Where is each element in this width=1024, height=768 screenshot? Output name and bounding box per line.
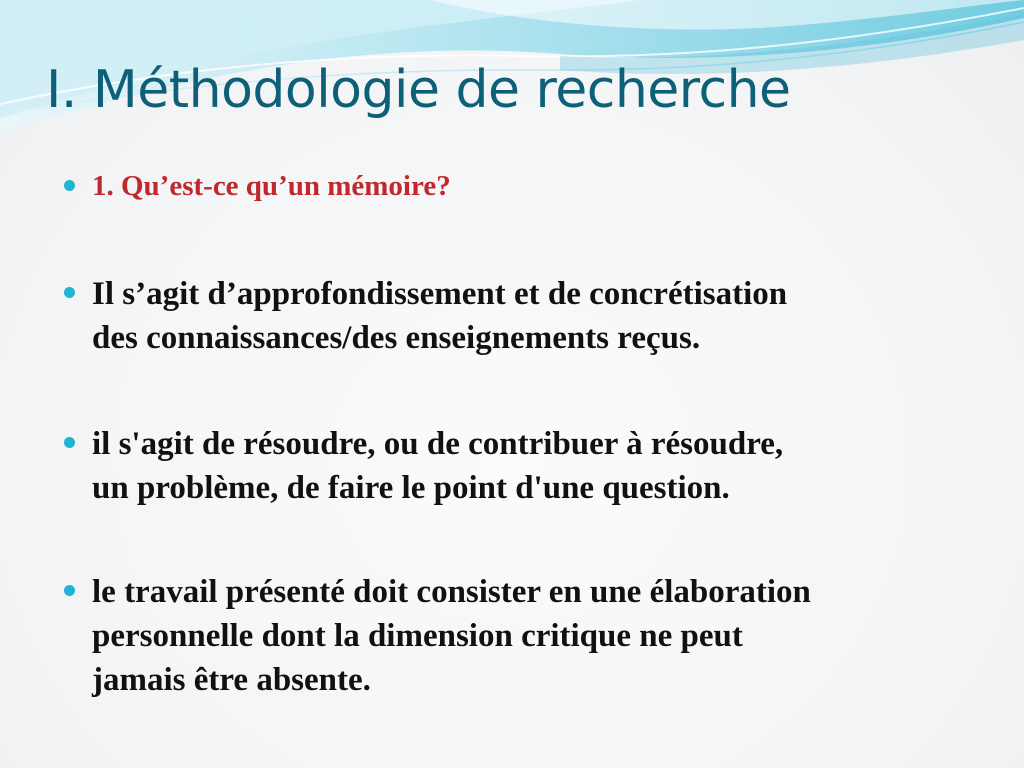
bullet-approfondissement bbox=[62, 272, 1012, 360]
bullet-text-line: le travail présenté doit consister en une élaboration bbox=[92, 574, 811, 610]
bullet-icon bbox=[64, 585, 75, 596]
bullet-text-line: des connaissances/des enseignements reçus. bbox=[92, 320, 701, 356]
bullet-resoudre bbox=[62, 422, 1012, 510]
bullet-list bbox=[62, 166, 1012, 702]
bullet-icon bbox=[64, 180, 75, 191]
bullet-question-heading bbox=[62, 166, 1012, 206]
bullet-text-line: jamais être absente. bbox=[92, 662, 371, 698]
bullet-text-line: il s'agit de résoudre, ou de contribuer à résoudre, bbox=[92, 426, 784, 462]
bullet-travail-presente bbox=[62, 570, 1012, 702]
bullet-text-line: 1. Qu’est-ce qu’un mémoire? bbox=[92, 170, 451, 202]
bullet-icon bbox=[64, 437, 75, 448]
bullet-text-line: un problème, de faire le point d'une question. bbox=[92, 470, 730, 506]
bullet-icon bbox=[64, 287, 75, 298]
slide-title: I. Méthodologie de recherche bbox=[46, 60, 791, 120]
bullet-text-line: Il s’agit d’approfondissement et de concrétisation bbox=[92, 276, 788, 312]
bullet-text-line: personnelle dont la dimension critique ne peut bbox=[92, 618, 743, 654]
